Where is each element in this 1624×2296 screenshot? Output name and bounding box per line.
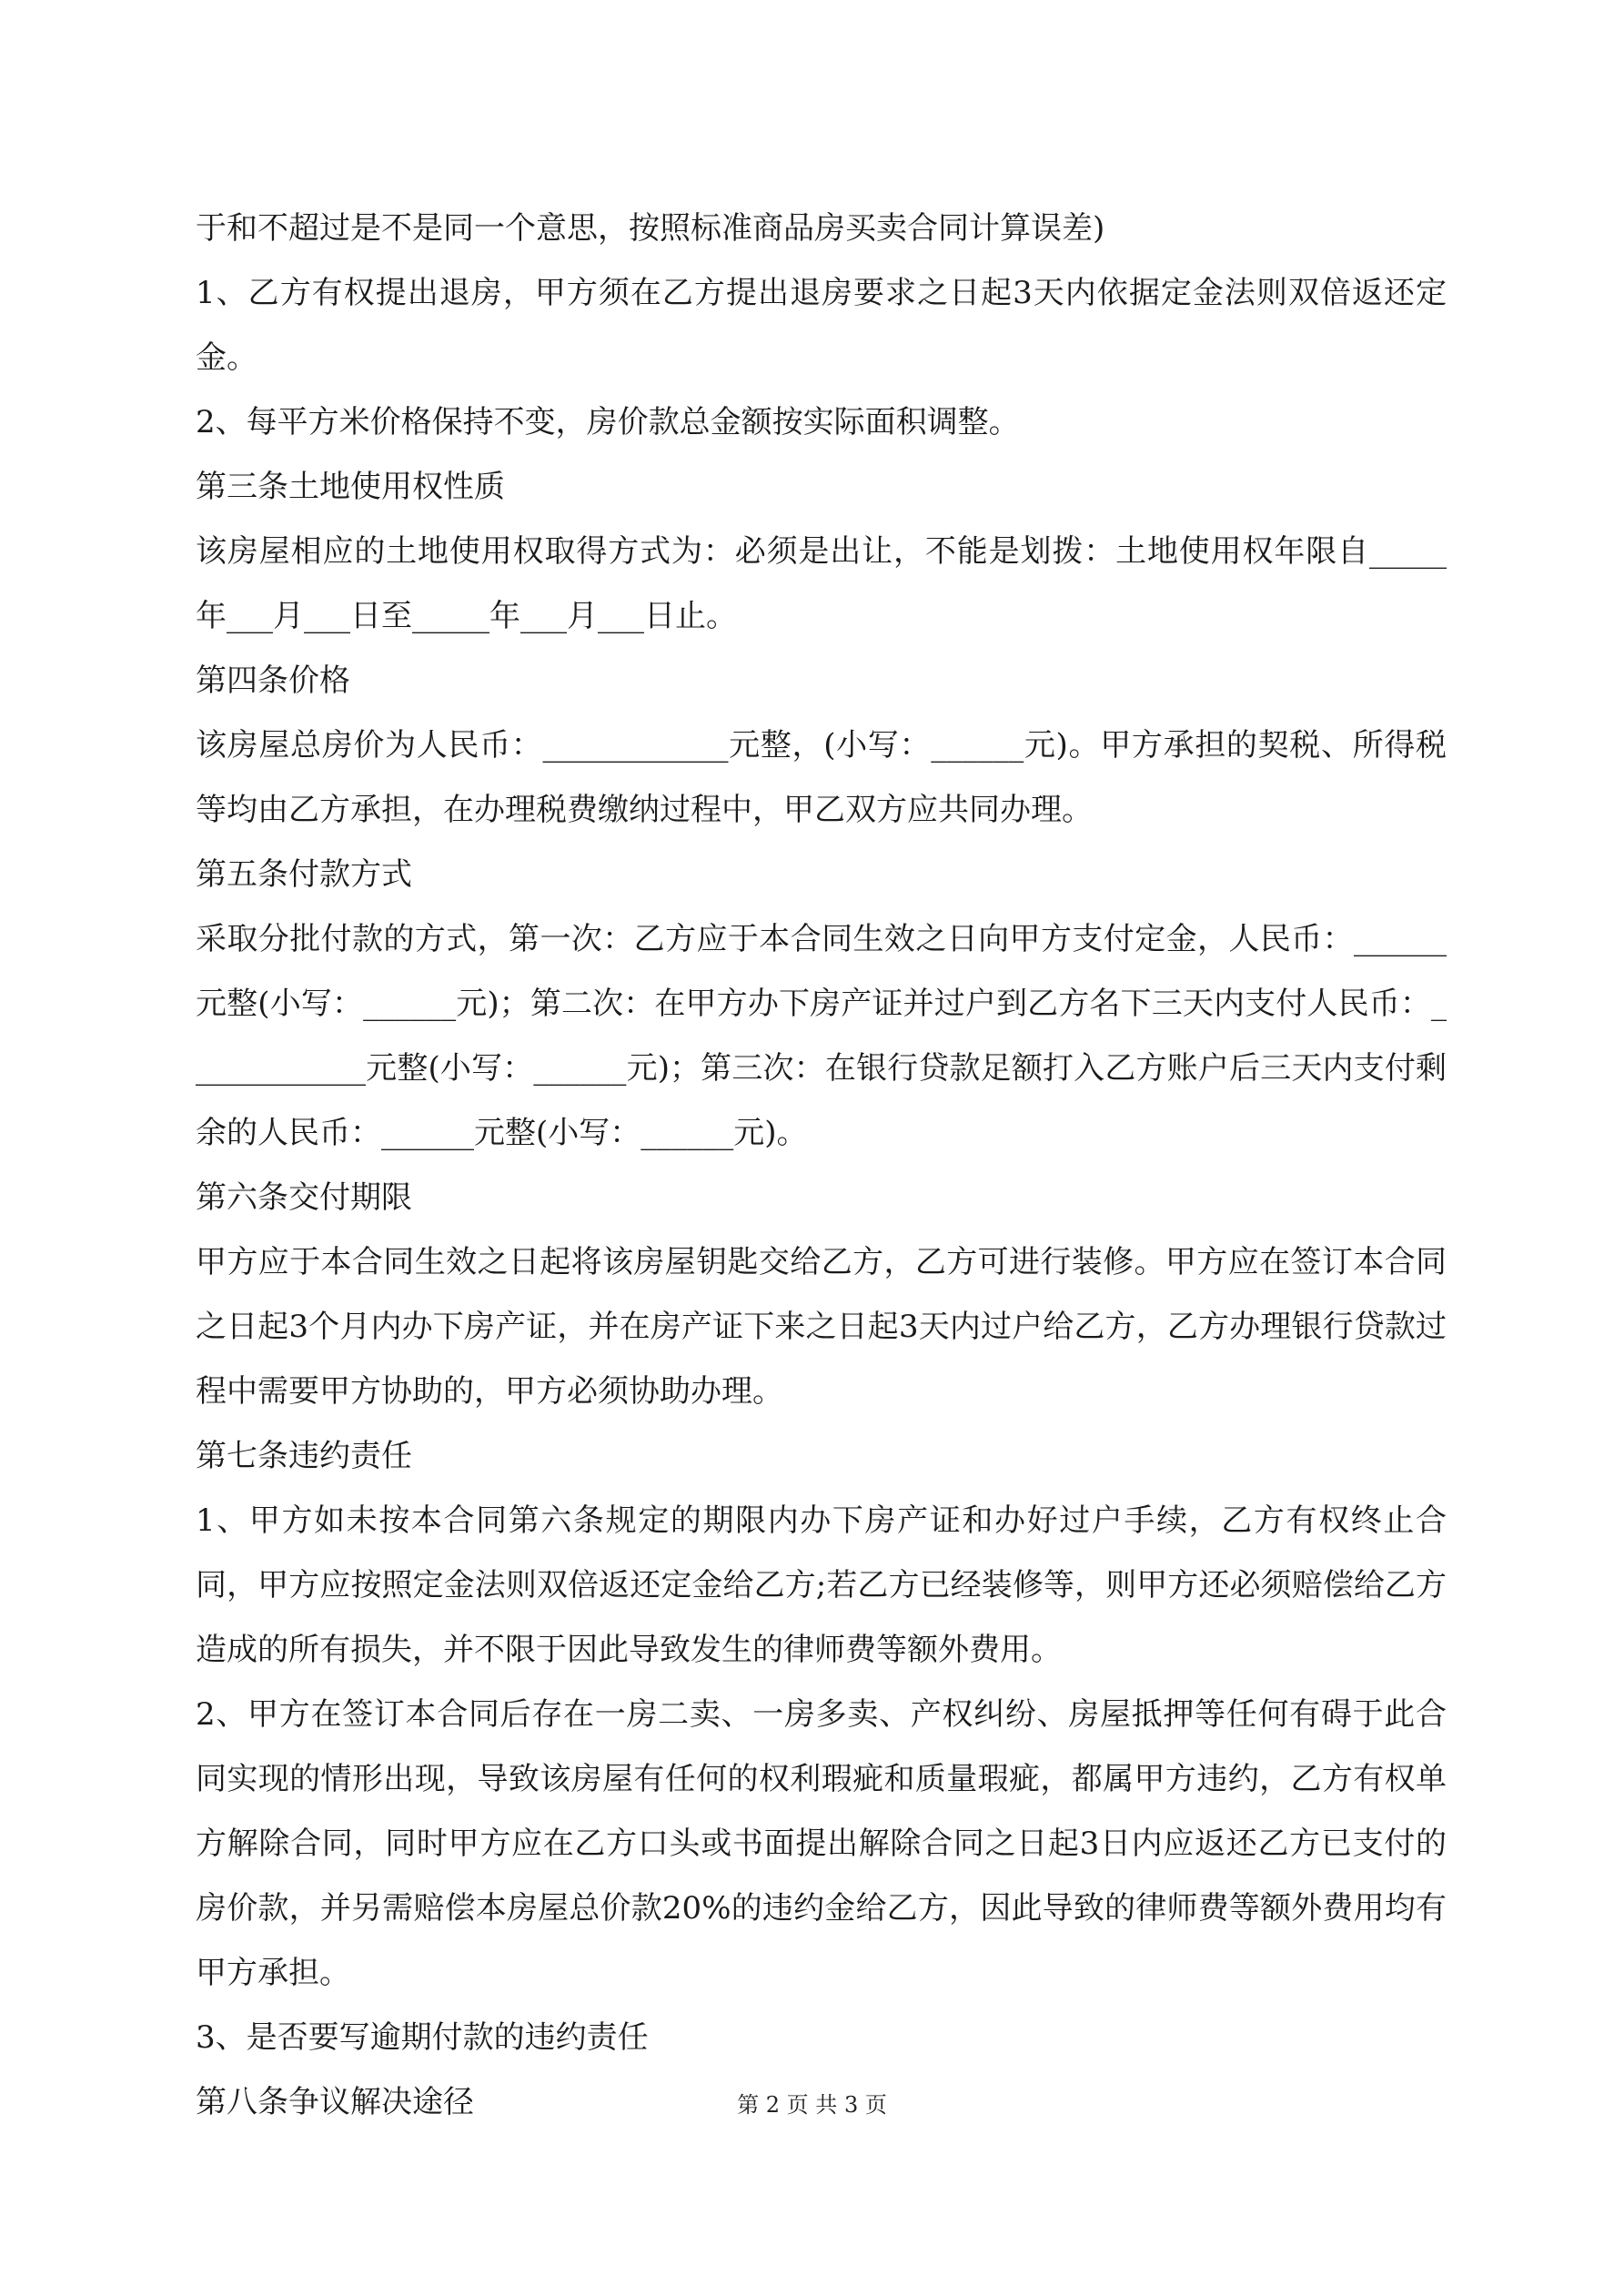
para-land-use: 该房屋相应的土地使用权取得方式为：必须是出让，不能是划拨：土地使用权年限自_____年___月___日至_____年___月___日止。 xyxy=(196,533,1447,634)
heading-article-8: 第八条争议解决途径 xyxy=(196,2084,474,2120)
heading-article-7: 第七条违约责任 xyxy=(196,1438,412,1474)
para-item-2-price: 2、每平方米价格保持不变，房价款总金额按实际面积调整。 xyxy=(196,404,1020,440)
para-continuation: 于和不超过是不是同一个意思，按照标准商品房买卖合同计算误差) xyxy=(196,210,1105,247)
heading-article-5: 第五条付款方式 xyxy=(196,856,412,893)
para-payment: 采取分批付款的方式，第一次：乙方应于本合同生效之日向甲方支付定金，人民币：______元整(小写：______元)；第二次：在甲方办下房产证并过户到乙方名下三天内支付人民币：____________元整(小写：______元)；第三次：在银行贷款足额打入乙方账户后三天内支付剩余的人民币：______元整(小写：______元)。 xyxy=(196,921,1447,1151)
heading-article-4: 第四条价格 xyxy=(196,663,350,699)
para-delivery: 甲方应于本合同生效之日起将该房屋钥匙交给乙方，乙方可进行装修。甲方应在签订本合同之日起3个月内办下房产证，并在房产证下来之日起3天内过户给乙方，乙方办理银行贷款过程中需要甲方协助的，甲方必须协助办理。 xyxy=(196,1244,1447,1410)
page-footer: 第 2 页 共 3 页 xyxy=(737,2092,887,2118)
para-price: 该房屋总房价为人民币：____________元整，(小写：______元)。甲方承担的契税、所得税等均由乙方承担，在办理税费缴纳过程中，甲乙双方应共同办理。 xyxy=(196,727,1447,828)
document-body xyxy=(196,197,1447,2135)
para-breach-3: 3、是否要写逾期付款的违约责任 xyxy=(196,2019,649,2056)
heading-article-6: 第六条交付期限 xyxy=(196,1179,412,1216)
para-breach-1: 1、甲方如未按本合同第六条规定的期限内办下房产证和办好过户手续，乙方有权终止合同，甲方应按照定金法则双倍返还定金给乙方;若乙方已经装修等，则甲方还必须赔偿给乙方造成的所有损失，并不限于因此导致发生的律师费等额外费用。 xyxy=(196,1502,1447,1668)
para-breach-2: 2、甲方在签订本合同后存在一房二卖、一房多卖、产权纠纷、房屋抵押等任何有碍于此合同实现的情形出现，导致该房屋有任何的权利瑕疵和质量瑕疵，都属甲方违约，乙方有权单方解除合同，同时甲方应在乙方口头或书面提出解除合同之日起3日内应返还乙方已支付的房价款，并另需赔偿本房屋总价款20%的违约金给乙方，因此导致的律师费等额外费用均有甲方承担。 xyxy=(196,1696,1447,1991)
para-item-1-refund: 1、乙方有权提出退房，甲方须在乙方提出退房要求之日起3天内依据定金法则双倍返还定金。 xyxy=(196,275,1447,376)
heading-article-3: 第三条土地使用权性质 xyxy=(196,469,505,505)
